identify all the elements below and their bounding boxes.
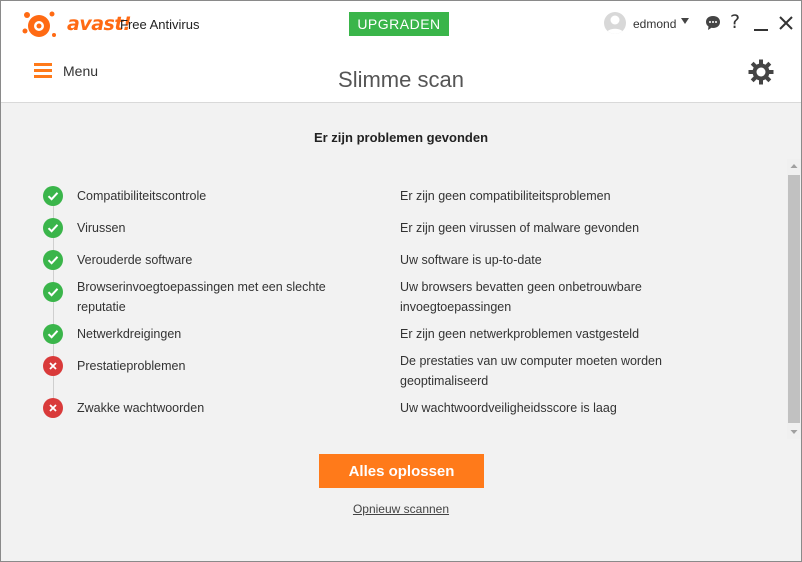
gear-icon[interactable]: [748, 59, 774, 85]
check-name: Browserinvoegtoepassingen met een slechte reputatie: [77, 280, 326, 314]
check-icon: [43, 250, 63, 270]
close-icon[interactable]: [778, 15, 794, 31]
avatar[interactable]: [604, 12, 626, 34]
check-result: Er zijn geen netwerkproblemen vastgesteld: [400, 327, 640, 341]
scrollbar[interactable]: [787, 159, 801, 439]
avast-logo: [21, 9, 132, 41]
product-name: Free Antivirus: [120, 17, 200, 32]
scan-results-panel: [1, 103, 801, 561]
rescan-link[interactable]: Opnieuw scannen: [352, 502, 450, 516]
check-name: Prestatieproblemen: [77, 359, 186, 373]
check-name: Compatibiliteitscontrole: [77, 189, 207, 203]
check-result: Er zijn geen virussen of malware gevonden: [400, 221, 640, 235]
check-icon: [43, 186, 63, 206]
username[interactable]: edmond: [633, 17, 677, 31]
page-title: Slimme scan: [338, 67, 464, 92]
error-icon: [43, 398, 63, 418]
fix-all-button[interactable]: Alles oplossen: [319, 454, 484, 488]
minimize-icon[interactable]: [754, 29, 768, 31]
upgrade-button[interactable]: UPGRADEN: [349, 12, 449, 36]
menu-label: Menu: [63, 63, 99, 79]
check-icon: [43, 324, 63, 344]
scroll-thumb[interactable]: [788, 175, 800, 423]
check-icon: [43, 218, 63, 238]
check-icon: [43, 282, 63, 302]
scan-summary: Er zijn problemen gevonden: [313, 130, 489, 145]
user-dropdown-icon[interactable]: [681, 18, 689, 24]
logo-text: avast!: [67, 13, 132, 35]
scroll-down-icon[interactable]: [787, 425, 801, 439]
check-result: Uw software is up-to-date: [400, 253, 542, 267]
top-bar: [1, 1, 801, 103]
help-icon[interactable]: ?: [730, 11, 741, 33]
check-name: Zwakke wachtwoorden: [77, 401, 205, 415]
check-name: Virussen: [77, 221, 126, 235]
check-name: Verouderde software: [77, 253, 193, 267]
error-icon: [43, 356, 63, 376]
avast-logo-icon: [21, 9, 61, 41]
scroll-up-icon[interactable]: [787, 159, 801, 173]
check-result: Er zijn geen compatibiliteitsproblemen: [400, 189, 611, 203]
user-silhouette-icon: [604, 12, 626, 34]
check-result: De prestaties van uw computer moeten worden geoptimaliseerd: [400, 354, 662, 388]
check-name: Netwerkdreigingen: [77, 327, 182, 341]
check-result: Uw wachtwoordveiligheidsscore is laag: [400, 401, 617, 415]
check-result: Uw browsers bevatten geen onbetrouwbare invoegtoepassingen: [400, 280, 642, 314]
chat-icon[interactable]: [705, 15, 721, 31]
